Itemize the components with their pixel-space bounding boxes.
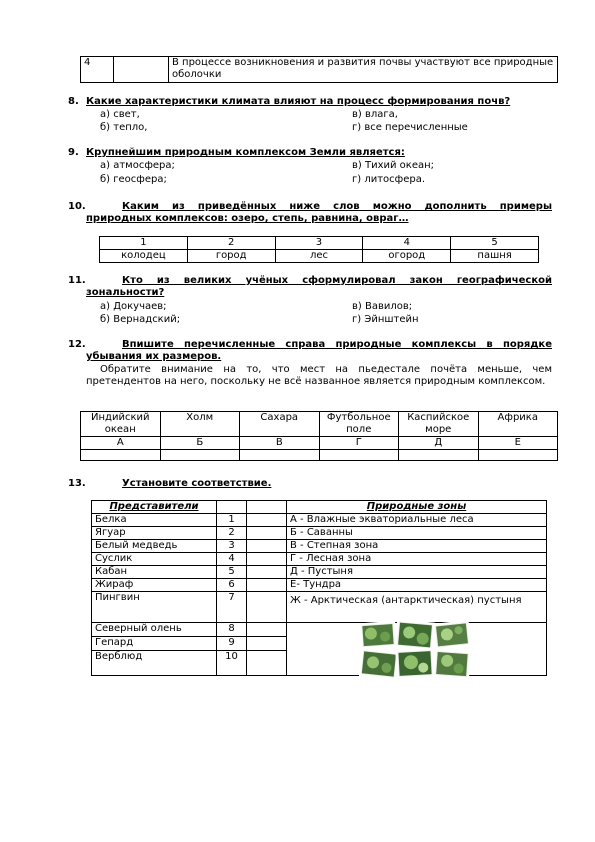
q13-zone: А - Влажные экваториальные леса (287, 514, 547, 527)
q12-table (80, 411, 558, 461)
q12-item-row (81, 412, 558, 437)
q13-animal: Суслик (92, 553, 217, 566)
q13-zone: Е- Тундра (287, 579, 547, 592)
q11-question: Кто из великих учёных сформулировал закон географической зональности? (86, 275, 552, 298)
q10-number-row (100, 237, 539, 250)
q12-item: Индийский океан (81, 412, 161, 437)
q13-answer-cell[interactable] (247, 637, 287, 651)
q13-animal-number: 3 (217, 540, 247, 553)
q12-question: Впишите перечисленные справа природные комплексы в порядке убывания их размеров. (86, 339, 552, 362)
q10-cell: 1 (100, 237, 188, 250)
leaves-photo-collage (359, 621, 471, 679)
q12-number: 12. (68, 339, 86, 350)
q13-picture-cell (287, 623, 547, 676)
q12-letter: В (240, 437, 320, 450)
q13-animal: Белый медведь (92, 540, 217, 553)
q10-cell: 3 (275, 237, 363, 250)
q13-answer-cell[interactable] (247, 514, 287, 527)
q13-left-header: Представители (92, 501, 217, 514)
q12-letter: Г (319, 437, 399, 450)
q12-letter: Е (478, 437, 558, 450)
top-table (80, 56, 558, 83)
q13-zone: Г - Лесная зона (287, 553, 547, 566)
q11-option-a: а) Докучаев; (100, 301, 167, 312)
top-row-number: 4 (81, 57, 114, 83)
q12-letter: Д (399, 437, 479, 450)
q8-option-a: а) свет, (100, 109, 140, 120)
q13-animal: Белка (92, 514, 217, 527)
q13-animal-number: 9 (217, 637, 247, 651)
q13-zone: Б - Саванны (287, 527, 547, 540)
q12-letter-row (81, 437, 558, 450)
q13-animal-number: 7 (217, 592, 247, 623)
q10-number: 10. (68, 201, 86, 212)
q12-answer-cell[interactable] (81, 450, 161, 461)
q9-option-a: а) атмосфера; (100, 160, 175, 171)
q13-animal-number: 4 (217, 553, 247, 566)
q13-zone: Д - Пустыня (287, 566, 547, 579)
q12-letter: Б (160, 437, 240, 450)
q12-item: Сахара (240, 412, 320, 437)
q12-item: Холм (160, 412, 240, 437)
q10-table (99, 236, 539, 263)
q11-option-v: в) Вавилов; (352, 301, 413, 312)
q10-word-row (100, 250, 539, 263)
q13-animal-number: 8 (217, 623, 247, 637)
q9-number: 9. (68, 147, 79, 158)
q9-option-b: б) геосфера; (100, 174, 167, 185)
q13-zone: В - Степная зона (287, 540, 547, 553)
q13-answer-cell[interactable] (247, 651, 287, 676)
q12-answer-cell[interactable] (240, 450, 320, 461)
q13-answer-cell[interactable] (247, 592, 287, 623)
q13-animal-number: 5 (217, 566, 247, 579)
q13-answer-cell[interactable] (247, 566, 287, 579)
q13-answer-cell[interactable] (247, 553, 287, 566)
q9-option-g: г) литосфера. (352, 174, 426, 185)
q11-number: 11. (68, 275, 86, 286)
q13-animal: Ягуар (92, 527, 217, 540)
q12-item: Каспийское море (399, 412, 479, 437)
q8-option-b: б) тепло, (100, 122, 148, 133)
q13-animal: Северный олень (92, 623, 217, 637)
q13-animal: Жираф (92, 579, 217, 592)
q13-zone: Ж - Арктическая (антарктическая) пустыня (287, 592, 547, 623)
q13-animal: Пингвин (92, 592, 217, 623)
q8-option-v: в) влага, (352, 109, 398, 120)
q10-cell: 5 (451, 237, 539, 250)
q13-right-header: Природные зоны (287, 501, 547, 514)
q10-cell: пашня (451, 250, 539, 263)
q13-number: 13. (68, 478, 86, 489)
q12-answer-cell[interactable] (478, 450, 558, 461)
q12-letter: А (81, 437, 161, 450)
q8-option-g: г) все перечисленные (352, 122, 468, 133)
q12-answer-cell[interactable] (319, 450, 399, 461)
q13-question: Установите соответствие. (122, 478, 272, 489)
q10-cell: лес (275, 250, 363, 263)
q10-cell: 2 (187, 237, 275, 250)
q13-animal: Верблюд (92, 651, 217, 676)
q13-answer-cell[interactable] (247, 623, 287, 637)
top-row-text: В процессе возникновения и развития почвы участвуют все природные оболочки (169, 57, 558, 83)
q12-note: Обратите внимание на то, что мест на пьедестале почёта меньше, чем претендентов на него, поскольку не всё названное является природным комплексом. (86, 364, 552, 387)
q10-cell: 4 (363, 237, 451, 250)
q12-item: Футбольное поле (319, 412, 399, 437)
q11-option-g: г) Эйнштейн (352, 314, 419, 325)
q13-animal: Кабан (92, 566, 217, 579)
q13-table (91, 500, 547, 676)
q9-option-v: в) Тихий океан; (352, 160, 435, 171)
q13-answer-cell[interactable] (247, 527, 287, 540)
q8-number: 8. (68, 96, 79, 107)
q13-animal: Гепард (92, 637, 217, 651)
q10-cell: огород (363, 250, 451, 263)
q13-answer-cell[interactable] (247, 579, 287, 592)
q13-animal-number: 2 (217, 527, 247, 540)
q9-question: Крупнейшим природным комплексом Земли является: (86, 147, 405, 158)
q8-question: Какие характеристики климата влияют на процесс формирования почв? (86, 96, 511, 107)
q10-cell: город (187, 250, 275, 263)
q10-question: Каким из приведённых ниже слов можно дополнить примеры природных комплексов: озеро, степь, равнина, овраг… (86, 201, 552, 224)
q10-cell: колодец (100, 250, 188, 263)
q12-answer-cell[interactable] (160, 450, 240, 461)
q13-animal-number: 6 (217, 579, 247, 592)
q13-animal-number: 10 (217, 651, 247, 676)
q13-animal-number: 1 (217, 514, 247, 527)
q12-answer-row (81, 450, 558, 461)
q11-option-b: б) Вернадский; (100, 314, 181, 325)
q12-item: Африка (478, 412, 558, 437)
q12-answer-cell[interactable] (399, 450, 479, 461)
q13-answer-cell[interactable] (247, 540, 287, 553)
